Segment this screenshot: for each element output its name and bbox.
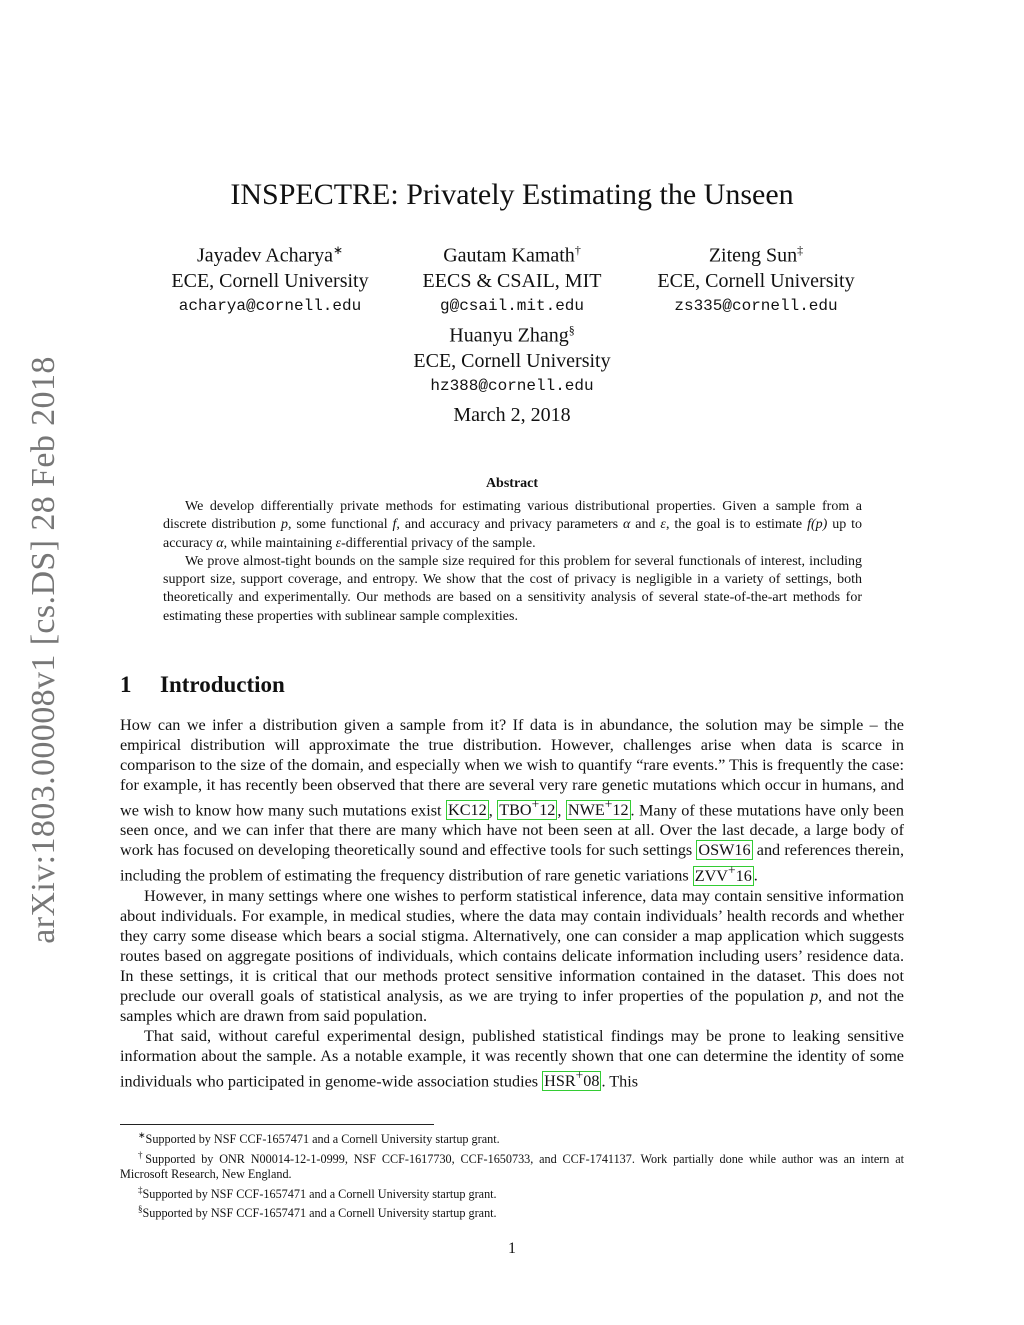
introduction-body: [120, 715, 904, 1091]
math-variable: ε: [335, 535, 342, 551]
author-block-1: [140, 238, 400, 319]
footnote: ‡Supported by NSF CCF-1657471 and a Cornell University startup grant.: [138, 1184, 497, 1201]
footnote-mark: ‡: [138, 1184, 143, 1195]
author-email[interactable]: hz388@cornell.edu: [430, 376, 594, 395]
footnote-divider: [120, 1124, 434, 1125]
author-affiliation: ECE, Cornell University: [657, 269, 855, 292]
author-name: Jayadev Acharya: [196, 244, 333, 267]
abstract-body: [163, 498, 862, 626]
author-block-3: [626, 238, 886, 319]
footnote-mark: §: [138, 1204, 143, 1215]
arxiv-identifier: arXiv:1803.00008v1 [cs.DS] 28 Feb 2018: [25, 356, 62, 944]
footnote: ∗Supported by NSF CCF-1657471 and a Cornell University startup grant.: [138, 1130, 500, 1147]
author-block-2: [382, 238, 642, 319]
citation-link[interactable]: TBO+12: [499, 797, 556, 820]
author-footnote-mark: §: [568, 323, 575, 337]
section-heading: [120, 672, 285, 698]
author-email[interactable]: g@csail.mit.edu: [439, 296, 585, 315]
math-variable: p: [810, 986, 819, 1005]
section-number: 1: [120, 672, 132, 697]
footnotes: [120, 1128, 904, 1222]
author-email[interactable]: zs335@cornell.edu: [674, 296, 838, 315]
author-name: Gautam Kamath: [443, 244, 575, 267]
math-expression: f(p): [807, 517, 828, 533]
footnote: †Supported by ONR N00014-12-1-0999, NSF CCF-1617730, CCF-1650733, and CCF-1741137. Work partially done while author was an intern at Microsoft Research, New England.: [120, 1149, 905, 1182]
author-affiliation: ECE, Cornell University: [171, 269, 369, 292]
paper-title: INSPECTRE: Privately Estimating the Unseen: [230, 178, 794, 211]
author-footnote-mark: ∗: [332, 243, 344, 257]
citation-link[interactable]: NWE+12: [567, 797, 629, 820]
author-email[interactable]: acharya@cornell.edu: [178, 296, 362, 315]
author-footnote-mark: †: [574, 243, 581, 257]
abstract-paragraph: We prove almost-tight bounds on the sample size required for this problem for several functionals of interest, including support size, support coverage, and entropy. We show that the cost of privacy is negligible in a variety of settings, both theoretically and experimentally. Our methods are based on a sensitivity analysis of several state-of-the-art methods for estimating these properties with sublinear sample complexities.: [163, 553, 862, 624]
abstract-heading: Abstract: [485, 476, 539, 491]
author-block-4: [382, 318, 642, 399]
publication-date: March 2, 2018: [453, 404, 571, 426]
citation-link[interactable]: HSR+08: [544, 1067, 600, 1091]
abstract-paragraph: We develop differentially private methods for estimating various distributional properties. Given a sample from a discrete distribution p, some functional f, and accuracy and privacy parameters α and ε, the goal is to estimate f(p) up to accuracy α, while maintaining ε-differential privacy of the sample.: [163, 499, 863, 551]
body-paragraph: How can we infer a distribution given a sample from it? If data is in abundance, the solution may be simple – the empirical distribution will approximate the true distribution. However, challenges arise when data is scarce in comparison to the size of the domain, and especially when we wish to quantify “rare events.” This is frequently the case: for example, it has recently been observed that there are several very rare genetic mutations which occur in humans, and we wish to know how many such mutations exist KC12 , TBO+12 , NWE+12 . Many of these mutations have only been seen once, and we can infer that there are many which have not been seen at all. Over the last decade, a large body of work has focused on developing theoretically sound and effective tools for such settings OSW16 and references therein, including the problem of estimating the frequency distribution of rare genetic variations ZVV+16 .: [120, 716, 904, 885]
citation-link[interactable]: KC12: [448, 801, 487, 820]
math-variable: α: [622, 517, 631, 533]
author-name: Ziteng Sun: [708, 244, 798, 267]
body-paragraph: However, in many settings where one wishes to perform statistical inference, data may contain sensitive information about individuals. For example, in medical studies, where the data may contain individuals’ health records and whether they carry some disease which bears a social stigma. Alternatively, one can consider a map application which suggests routes based on aggregate positions of individuals, which contains delicate information including users’ residence data. In these settings, it is critical that our methods protect sensitive information contained in the dataset. This does not preclude our overall goals of statistical analysis, as we are trying to infer properties of the population p, and not the samples which are drawn from said population.: [120, 886, 904, 1025]
citation-link[interactable]: OSW16: [698, 841, 751, 860]
page-number: 1: [508, 1240, 516, 1257]
footnote-mark: †: [138, 1149, 146, 1160]
footnote-mark: ∗: [138, 1130, 146, 1140]
math-variable: ε: [660, 517, 666, 533]
author-affiliation: EECS & CSAIL, MIT: [422, 269, 602, 292]
math-variable: f: [392, 517, 397, 533]
author-name: Huanyu Zhang: [449, 324, 569, 347]
citation-link[interactable]: ZVV+16: [694, 862, 752, 885]
math-variable: p: [280, 517, 288, 533]
footnote: §Supported by NSF CCF-1657471 and a Cornell University startup grant.: [138, 1204, 497, 1221]
section-title: Introduction: [160, 672, 285, 697]
body-paragraph: That said, without careful experimental design, published statistical findings may be prone to leaking sensitive information about the sample. As a notable example, it was recently shown that one can determine the identity of some individuals who participated in genome-wide association studies HSR+08 . This: [120, 1026, 904, 1091]
math-variable: α: [216, 535, 224, 551]
author-affiliation: ECE, Cornell University: [413, 349, 611, 372]
author-footnote-mark: ‡: [797, 243, 804, 257]
